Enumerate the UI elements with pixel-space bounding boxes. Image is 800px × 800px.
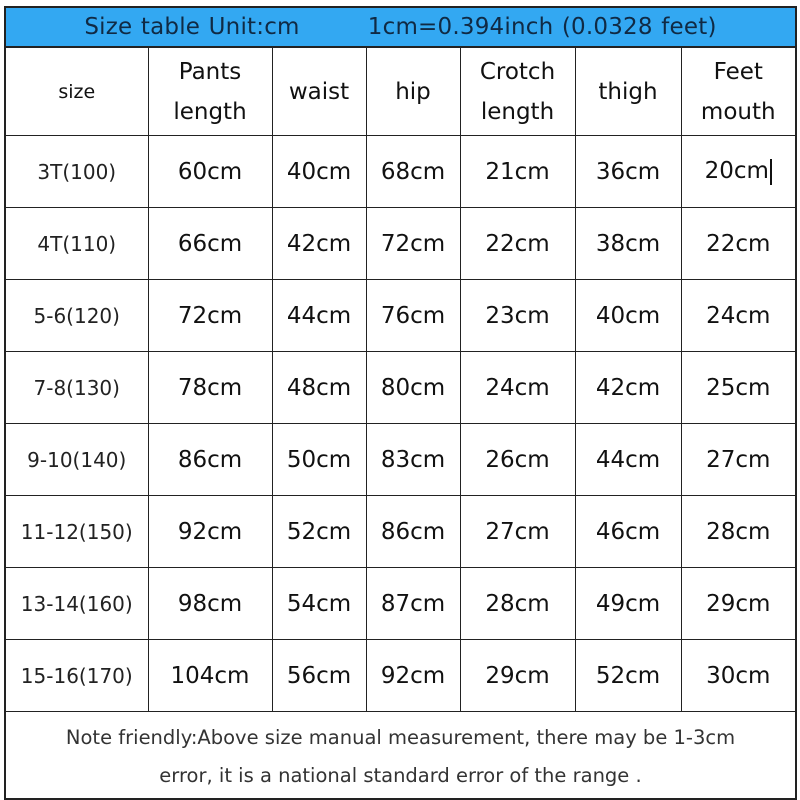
measurement-cell: 24cm [681, 280, 795, 352]
size-cell: 4T(110) [6, 208, 148, 280]
measurement-cell: 40cm [272, 136, 366, 208]
measurement-cell: 21cm [460, 136, 575, 208]
measurement-cell: 49cm [575, 568, 681, 640]
column-header-line: hip [395, 78, 431, 105]
column-header [6, 48, 148, 136]
size-cell: 13-14(160) [6, 568, 148, 640]
measurement-cell: 56cm [272, 640, 366, 712]
measurement-cell: 38cm [575, 208, 681, 280]
size-cell: 3T(100) [6, 136, 148, 208]
title-bar [6, 8, 795, 48]
measurement-cell: 86cm [148, 424, 272, 496]
size-cell: 15-16(170) [6, 640, 148, 712]
title-unit: Size table Unit:cm [84, 14, 300, 40]
column-header-line: Feet [713, 58, 763, 85]
measurement-cell: 44cm [272, 280, 366, 352]
measurement-cell: 92cm [366, 640, 460, 712]
column-header-line: Pants [178, 58, 242, 85]
table-body [6, 136, 795, 712]
table-row [6, 208, 795, 280]
column-header [148, 48, 272, 136]
measurement-cell: 28cm [460, 568, 575, 640]
size-table [6, 48, 795, 712]
size-cell: 7-8(130) [6, 352, 148, 424]
table-row [6, 136, 795, 208]
column-header-line: length [480, 98, 555, 125]
measurement-cell: 30cm [681, 640, 795, 712]
text-cursor [770, 159, 772, 185]
measurement-cell: 98cm [148, 568, 272, 640]
measurement-cell: 48cm [272, 352, 366, 424]
measurement-cell: 29cm [681, 568, 795, 640]
column-header-line: waist [288, 78, 350, 105]
note-line-1: Note friendly:Above size manual measurement, there may be 1-3cm [65, 726, 736, 749]
measurement-cell: 44cm [575, 424, 681, 496]
measurement-cell: 42cm [575, 352, 681, 424]
measurement-cell: 78cm [148, 352, 272, 424]
measurement-cell: 60cm [148, 136, 272, 208]
measurement-cell: 40cm [575, 280, 681, 352]
measurement-cell: 23cm [460, 280, 575, 352]
measurement-cell: 52cm [272, 496, 366, 568]
column-header [575, 48, 681, 136]
measurement-cell: 46cm [575, 496, 681, 568]
measurement-cell: 72cm [148, 280, 272, 352]
measurement-cell: 104cm [148, 640, 272, 712]
column-header-line: size [58, 80, 96, 103]
measurement-cell: 27cm [681, 424, 795, 496]
table-row [6, 568, 795, 640]
table-row [6, 352, 795, 424]
measurement-cell: 28cm [681, 496, 795, 568]
measurement-cell: 83cm [366, 424, 460, 496]
header-row [6, 48, 795, 136]
note-line-2: error, it is a national standard error of the range . [159, 764, 642, 787]
measurement-cell: 52cm [575, 640, 681, 712]
measurement-cell: 68cm [366, 136, 460, 208]
measurement-cell: 26cm [460, 424, 575, 496]
measurement-cell: 36cm [575, 136, 681, 208]
measurement-cell: 76cm [366, 280, 460, 352]
measurement-cell: 25cm [681, 352, 795, 424]
measurement-cell: 80cm [366, 352, 460, 424]
size-cell: 11-12(150) [6, 496, 148, 568]
column-header-line: length [173, 98, 247, 125]
measurement-cell: 92cm [148, 496, 272, 568]
measurement-cell: 72cm [366, 208, 460, 280]
size-chart [4, 6, 797, 800]
column-header [366, 48, 460, 136]
measurement-cell: 22cm [460, 208, 575, 280]
table-row [6, 640, 795, 712]
measurement-cell: 22cm [681, 208, 795, 280]
measurement-cell: 86cm [366, 496, 460, 568]
table-row [6, 280, 795, 352]
measurement-cell: 24cm [460, 352, 575, 424]
column-header [460, 48, 575, 136]
column-header-line: thigh [598, 78, 658, 105]
title-conversion: 1cm=0.394inch (0.0328 feet) [367, 14, 717, 40]
size-cell: 9-10(140) [6, 424, 148, 496]
measurement-cell: 29cm [460, 640, 575, 712]
table-row [6, 424, 795, 496]
measurement-cell: 87cm [366, 568, 460, 640]
measurement-cell: 54cm [272, 568, 366, 640]
column-header [681, 48, 795, 136]
size-cell: 5-6(120) [6, 280, 148, 352]
measurement-cell: 50cm [272, 424, 366, 496]
column-header-line: mouth [700, 98, 776, 125]
table-row [6, 496, 795, 568]
measurement-cell: 20cm [681, 136, 795, 208]
measurement-cell: 66cm [148, 208, 272, 280]
measurement-cell: 42cm [272, 208, 366, 280]
column-header-line: Crotch [479, 58, 556, 85]
column-header [272, 48, 366, 136]
measurement-cell: 27cm [460, 496, 575, 568]
note [6, 716, 795, 798]
